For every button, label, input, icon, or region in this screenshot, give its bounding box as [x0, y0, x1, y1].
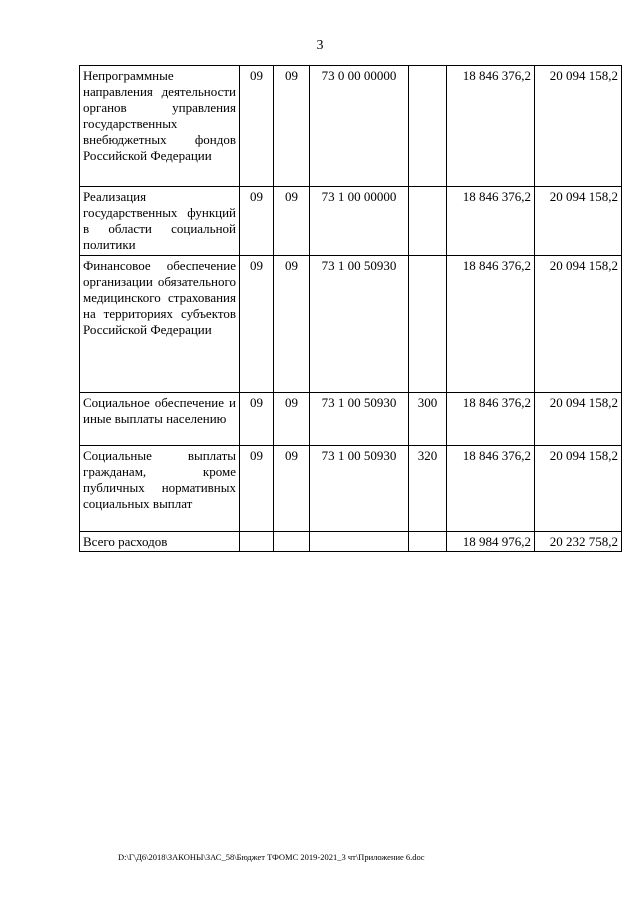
row-section: 09 — [240, 446, 274, 532]
row-name: Реализация государственных функций в области социальной политики — [80, 187, 240, 256]
table-row — [80, 256, 622, 393]
row-target-article: 73 1 00 50930 — [310, 256, 409, 393]
table-row — [80, 393, 622, 446]
budget-table — [79, 65, 622, 552]
row-target-article: 73 1 00 50930 — [310, 446, 409, 532]
row-subsection: 09 — [274, 446, 310, 532]
table-row — [80, 187, 622, 256]
row-amount-2021: 20 094 158,2 — [535, 66, 622, 187]
row-expense-type — [409, 66, 447, 187]
row-amount-2020: 18 846 376,2 — [447, 187, 535, 256]
row-amount-2021: 20 094 158,2 — [535, 393, 622, 446]
total-empty-cell — [409, 532, 447, 552]
total-label: Всего расходов — [80, 532, 240, 552]
row-amount-2021: 20 094 158,2 — [535, 446, 622, 532]
row-subsection: 09 — [274, 256, 310, 393]
table-row — [80, 66, 622, 187]
table-row — [80, 446, 622, 532]
row-name: Социальные выплаты гражданам, кроме публичных нормативных социальных выплат — [80, 446, 240, 532]
row-expense-type — [409, 256, 447, 393]
row-subsection: 09 — [274, 66, 310, 187]
row-expense-type — [409, 187, 447, 256]
row-expense-type: 320 — [409, 446, 447, 532]
row-amount-2021: 20 094 158,2 — [535, 256, 622, 393]
row-expense-type: 300 — [409, 393, 447, 446]
total-empty-cell — [274, 532, 310, 552]
row-name: Социальное обеспечение и иные выплаты населению — [80, 393, 240, 446]
total-empty-cell — [310, 532, 409, 552]
row-name: Финансовое обеспечение организации обязательного медицинского страхования на территориях субъектов Российской Федерации — [80, 256, 240, 393]
row-section: 09 — [240, 187, 274, 256]
row-section: 09 — [240, 393, 274, 446]
row-name: Непрограммные направления деятельности органов управления государственных внебюджетных фондов Российской Федерации — [80, 66, 240, 187]
row-target-article: 73 1 00 00000 — [310, 187, 409, 256]
page-number: 3 — [316, 38, 324, 53]
total-amount-2020: 18 984 976,2 — [447, 532, 535, 552]
row-amount-2021: 20 094 158,2 — [535, 187, 622, 256]
total-empty-cell — [240, 532, 274, 552]
row-amount-2020: 18 846 376,2 — [447, 446, 535, 532]
row-section: 09 — [240, 66, 274, 187]
row-target-article: 73 1 00 50930 — [310, 393, 409, 446]
row-amount-2020: 18 846 376,2 — [447, 66, 535, 187]
footer-file-path: D:\Г\Д6\2018\ЗАКОНЫ\ЗАС_58\Бюджет ТФОМС 2019-2021_3 чт\Приложение 6.doc — [118, 852, 425, 862]
row-subsection: 09 — [274, 187, 310, 256]
total-row — [80, 532, 622, 552]
row-amount-2020: 18 846 376,2 — [447, 256, 535, 393]
row-amount-2020: 18 846 376,2 — [447, 393, 535, 446]
total-amount-2021: 20 232 758,2 — [535, 532, 622, 552]
row-subsection: 09 — [274, 393, 310, 446]
row-section: 09 — [240, 256, 274, 393]
row-target-article: 73 0 00 00000 — [310, 66, 409, 187]
